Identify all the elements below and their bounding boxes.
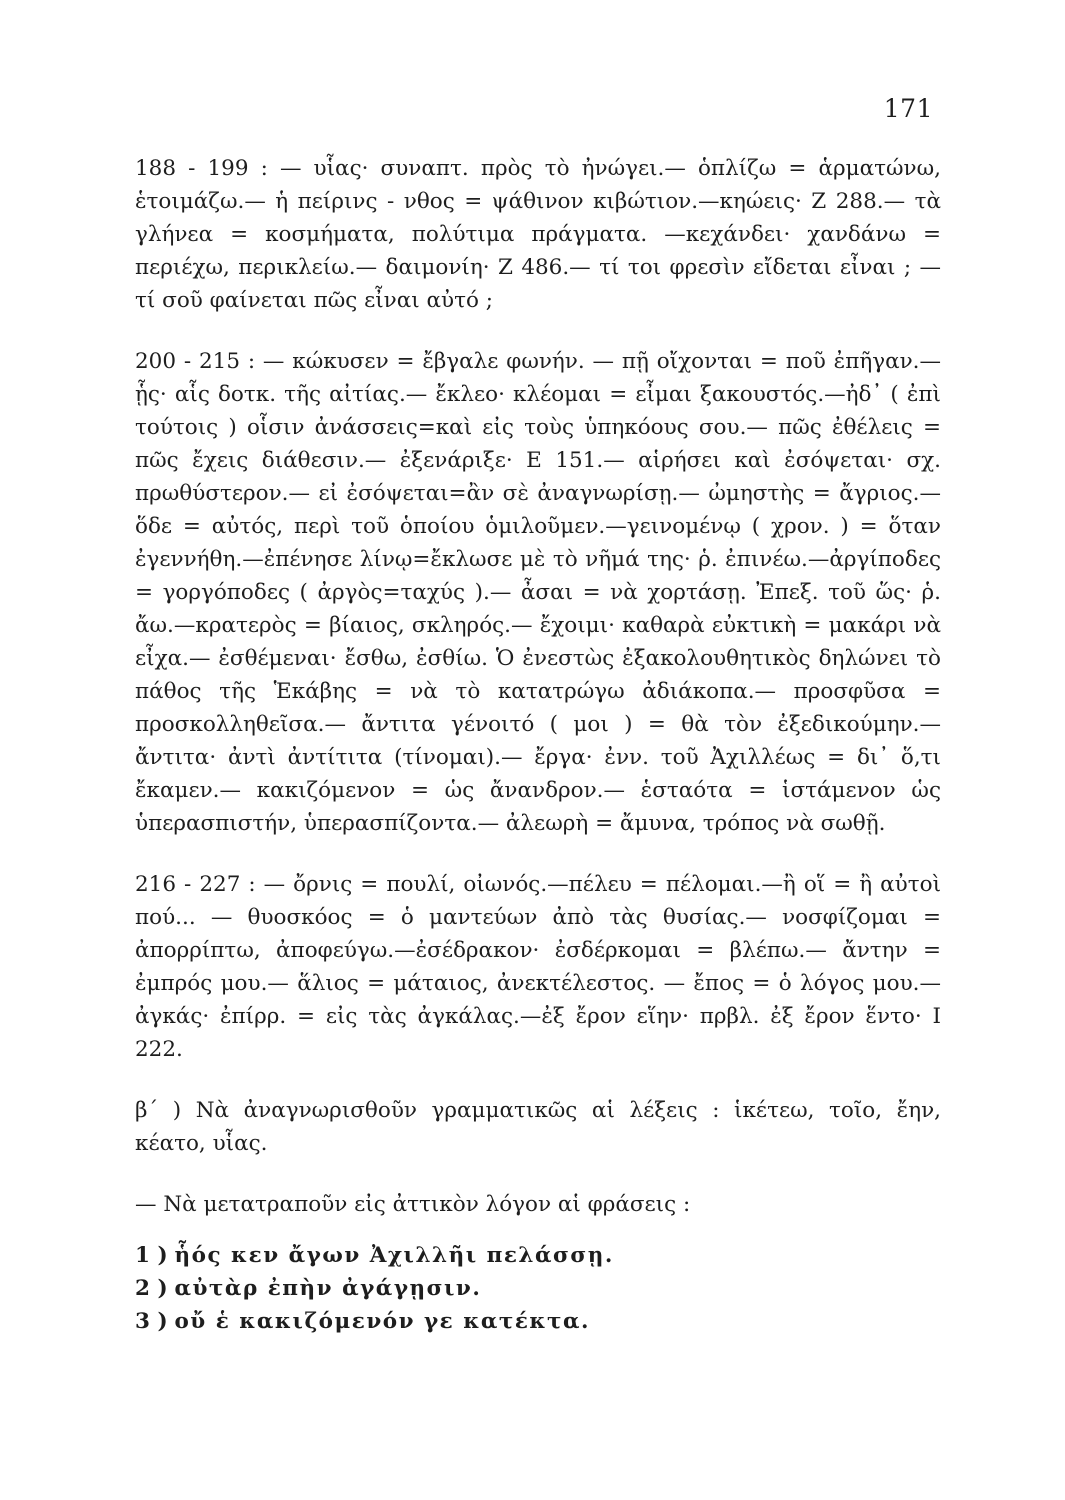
list-item <box>135 1272 941 1305</box>
paragraph-200-215: 200 - 215 : — κώκυσεν = ἔβγαλε φωνήν. — πῇ οἴχονται = ποῦ ἐπῆγαν.— ᾗς· αἷς δοτκ. τῆς αἰτίας.— ἔκλεο· κλέομαι = εἶμαι ξακουστός.—ἠδ᾽ ( ἐπὶ τούτοις ) οἷσιν ἀνάσσεις=καὶ εἰς τοὺς ὑπηκόους σου.— πῶς ἐθέλεις = πῶς ἔχεις διάθεσιν.— ἐξενάριξε· Ε 151.— αἱρήσει καὶ ἐσόψεται· σχ. πρωθύστερον.— εἰ ἐσόψεται=ἂν σὲ ἀναγνωρίσῃ.— ὠμηστὴς = ἄγριος.— ὅδε = αὐτός, περὶ τοῦ ὁποίου ὁμιλοῦμεν.—γεινομένῳ ( χρον. ) = ὅταν ἐγεννήθη.—ἐπένησε λίνῳ=ἔκλωσε μὲ τὸ νῆμά της· ῥ. ἐπινέω.—ἀργίποδες = γοργόποδες ( ἀργὸς=ταχύς ).— ἆσαι = νὰ χορτάσῃ. Ἐπεξ. τοῦ ὥς· ῥ. ἄω.—κρατερὸς = βίαιος, σκληρός.— ἔχοιμι· καθαρὰ εὐκτικὴ = μακάρι νὰ εἶχα.— ἐσθέμεναι· ἔσθω, ἐσθίω. Ὁ ἐνεστὼς ἐξακολουθητικὸς δηλώνει τὸ πάθος τῆς Ἑκάβης = νὰ τὸ κατατρώγω ἀδιάκοπα.— προσφῦσα = προσκολληθεῖσα.— ἄντιτα γένοιτό ( μοι ) = θὰ τὸν ἐξεδικούμην.—ἄντιτα· ἀντὶ ἀντίτιτα (τίνομαι).— ἔργα· ἐνν. τοῦ Ἀχιλλέως = δι᾽ ὅ,τι ἔκαμεν.— κακιζόμενον = ὡς ἄνανδρον.— ἑσταότα = ἱστάμενον ὡς ὑπερασπιστήν, ὑπερασπίζοντα.— ἀλεωρὴ = ἄμυνα, τρόπος νὰ σωθῇ. <box>135 349 948 836</box>
list-item <box>135 1305 941 1338</box>
list-item-number: 3 ) <box>135 1309 168 1334</box>
list-item-number: 1 ) <box>135 1243 168 1268</box>
page-number: 171 <box>883 94 933 123</box>
text-column <box>135 152 948 1338</box>
paragraph-188-199: 188 - 199 : — υἷας· συναπτ. πρὸς τὸ ἠνώγει.— ὁπλίζω = ἁρματώνω, ἑτοιμάζω.— ἡ πείρινς - νθος = ψάθινον κιβώτιον.—κηώεις· Ζ 288.— τὰ γλήνεα = κοσμήματα, πολύτιμα πράγματα. —κεχάνδει· χανδάνω = περιέχω, περικλείω.— δαιμονίη· Ζ 486.— τί τοι φρεσὶν εἴδεται εἶναι ; — τί σοῦ φαίνεται πῶς εἶναι αὐτό ; <box>135 156 948 313</box>
paragraph-translation-exercise: — Νὰ μετατραποῦν εἰς ἀττικὸν λόγον αἱ φράσεις : <box>135 1192 691 1217</box>
paragraph-216-227: 216 - 227 : — ὄρνις = πουλί, οἰωνός.—πέλευ = πέλομαι.—ἢ οἵ = ἢ αὐτοὶ πού... — θυοσκόος = ὁ μαντεύων ἀπὸ τὰς θυσίας.— νοσφίζομαι = ἀπορρίπτω, ἀποφεύγω.—ἐσέδρακον· ἐσδέρκομαι = βλέπω.— ἄντην = ἐμπρός μου.— ἅλιος = μάταιος, ἀνεκτέλεστος. — ἔπος = ὁ λόγος μου.— ἀγκάς· ἐπίρρ. = εἰς τὰς ἀγκάλας.—ἐξ ἔρον εἵην· πρβλ. ἐξ ἔρον ἕντο· Ι 222. <box>135 872 948 1062</box>
list-item-number: 2 ) <box>135 1276 168 1301</box>
list-item-text: ἧός κεν ἄγων Ἀχιλλῆι πελάσσῃ. <box>174 1243 614 1268</box>
phrase-list <box>135 1239 941 1338</box>
list-item-text: οὔ ἑ κακιζόμενόν γε κατέκτα. <box>174 1309 591 1334</box>
list-item-text: αὐτὰρ ἐπὴν ἀγάγῃσιν. <box>174 1276 482 1301</box>
paragraph-grammar-exercise: β΄ ) Νὰ ἀναγνωρισθοῦν γραμματικῶς αἱ λέξεις : ἱκέτεω, τοῖο, ἔην, κέατο, υἷας. <box>135 1098 948 1156</box>
list-item <box>135 1239 941 1272</box>
